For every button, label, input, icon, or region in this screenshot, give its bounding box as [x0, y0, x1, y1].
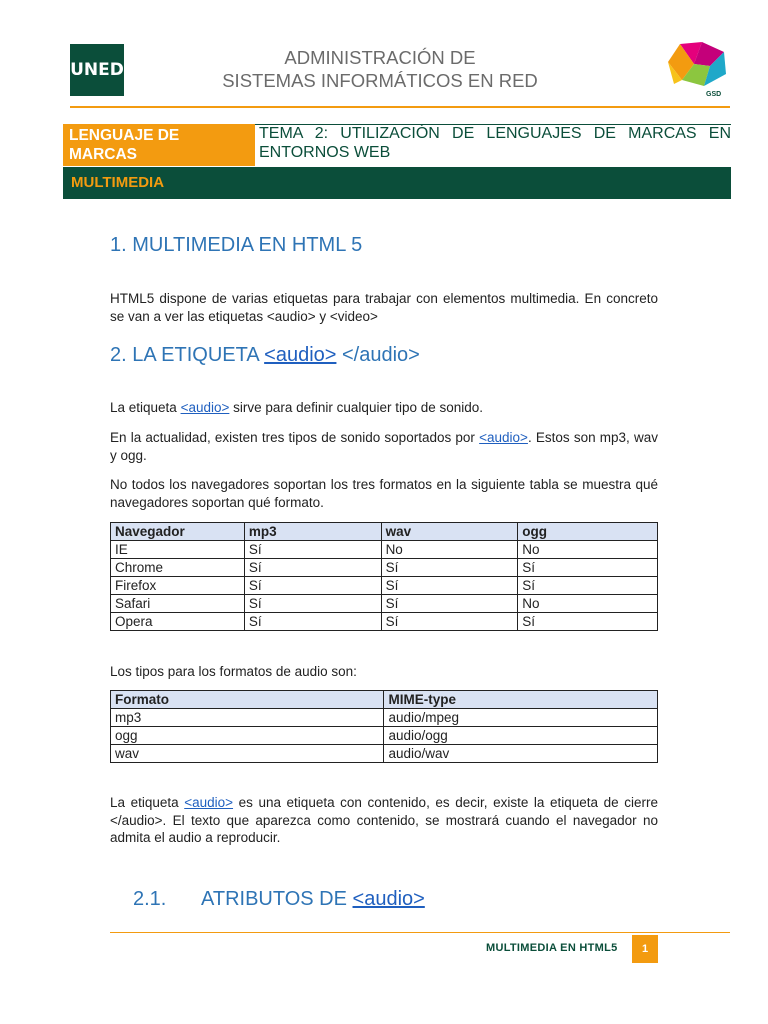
table-cell: audio/wav — [384, 745, 658, 763]
section2-heading-suffix: </audio> — [336, 344, 420, 366]
table-header-cell: MIME-type — [384, 691, 658, 709]
table-cell: Safari — [111, 595, 245, 613]
table-header-cell: ogg — [518, 523, 658, 541]
table-cell: Firefox — [111, 577, 245, 595]
table-cell: wav — [111, 745, 384, 763]
header-divider — [70, 106, 730, 108]
table-cell: Sí — [381, 595, 518, 613]
section21-number: 2.1. — [133, 888, 167, 910]
section21-title-prefix: ATRIBUTOS DE — [201, 888, 353, 910]
header-title-line2: SISTEMAS INFORMÁTICOS EN RED — [222, 70, 538, 91]
table-cell: Chrome — [111, 559, 245, 577]
browser-support-table — [110, 522, 658, 631]
table-row — [111, 613, 658, 631]
p1-text-b: sirve para definir cualquier tipo de sonido. — [229, 400, 484, 415]
table-cell: Sí — [244, 577, 381, 595]
uned-logo: UNED — [70, 44, 124, 96]
table-row — [111, 559, 658, 577]
subject-label-line2: MARCAS — [69, 146, 138, 163]
gsd-logo-icon — [664, 40, 730, 100]
table-cell: audio/ogg — [384, 727, 658, 745]
table-cell: No — [518, 541, 658, 559]
document-header-title — [140, 46, 620, 92]
table-cell: IE — [111, 541, 245, 559]
audio-link-2[interactable]: <audio> — [479, 430, 528, 445]
table-cell: No — [518, 595, 658, 613]
gsd-logo-text: GSD — [706, 91, 722, 98]
table-row — [111, 595, 658, 613]
section2-paragraph-4: Los tipos para los formatos de audio son: — [110, 664, 357, 679]
audio-link-1[interactable]: <audio> — [180, 400, 230, 415]
section2-paragraph-2 — [110, 429, 658, 464]
table-row — [111, 709, 658, 727]
table-cell: No — [381, 541, 518, 559]
audio-link-4[interactable]: <audio> — [352, 888, 425, 910]
table-cell: Sí — [381, 577, 518, 595]
header-title-line1: ADMINISTRACIÓN DE — [284, 47, 476, 68]
table-cell: Sí — [381, 613, 518, 631]
p5-text-b: es una etiqueta con contenido, es decir, existe la etiqueta de cierre </audio>. El texto que aparezca como contenido, se mostrará cuando el navegador no admita el audio a reproducir. — [110, 795, 658, 845]
table-cell: Sí — [518, 577, 658, 595]
section2-heading-prefix: 2. LA ETIQUETA — [110, 344, 265, 366]
section2-paragraph-5 — [110, 794, 658, 847]
table-cell: Sí — [244, 559, 381, 577]
table-cell: Sí — [244, 595, 381, 613]
section1-heading: 1. MULTIMEDIA EN HTML 5 — [110, 234, 363, 256]
footer-divider — [110, 932, 730, 933]
subject-label-line1: LENGUAJE DE — [69, 127, 180, 144]
table-cell: Sí — [518, 559, 658, 577]
table-cell: Sí — [381, 559, 518, 577]
table-cell: ogg — [111, 727, 384, 745]
section2-paragraph-1 — [110, 399, 658, 417]
table-header-row — [111, 691, 658, 709]
table-header-cell: mp3 — [244, 523, 381, 541]
audio-link-3[interactable]: <audio> — [184, 795, 234, 810]
table-header-cell: wav — [381, 523, 518, 541]
table-row — [111, 727, 658, 745]
subject-label — [63, 124, 255, 166]
section1-paragraph: HTML5 dispone de varias etiquetas para trabajar con elementos multimedia. En concreto se van a ver las etiquetas <audio> y <video> — [110, 291, 658, 324]
audio-tag-link[interactable]: <audio> — [264, 344, 337, 366]
unit-title: MULTIMEDIA — [63, 167, 731, 199]
section21-heading — [133, 888, 425, 911]
table-header-cell: Navegador — [111, 523, 245, 541]
table-cell: Sí — [518, 613, 658, 631]
table-row — [111, 541, 658, 559]
table-row — [111, 577, 658, 595]
page-number: 1 — [632, 935, 658, 963]
table-cell: Sí — [244, 613, 381, 631]
table-cell: mp3 — [111, 709, 384, 727]
p1-text-a: La etiqueta — [110, 400, 181, 415]
topic-title: TEMA 2: UTILIZACIÓN DE LENGUAJES DE MARCAS EN ENTORNOS WEB — [259, 125, 731, 161]
section2-heading — [110, 344, 420, 367]
p2-text-a: En la actualidad, existen tres tipos de sonido soportados por — [110, 430, 480, 445]
table-header-row — [111, 523, 658, 541]
p2-text-b: . Estos son mp3, wav y ogg. — [110, 430, 658, 463]
section2-paragraph-3: No todos los navegadores soportan los tres formatos en la siguiente tabla se muestra qué navegadores soportan qué formato. — [110, 477, 658, 510]
mime-type-table — [110, 690, 658, 763]
p5-text-a: La etiqueta — [110, 795, 185, 810]
table-cell: Sí — [244, 541, 381, 559]
table-row — [111, 745, 658, 763]
table-cell: audio/mpeg — [384, 709, 658, 727]
table-header-cell: Formato — [111, 691, 384, 709]
footer-title: MULTIMEDIA EN HTML5 — [486, 942, 618, 954]
table-cell: Opera — [111, 613, 245, 631]
